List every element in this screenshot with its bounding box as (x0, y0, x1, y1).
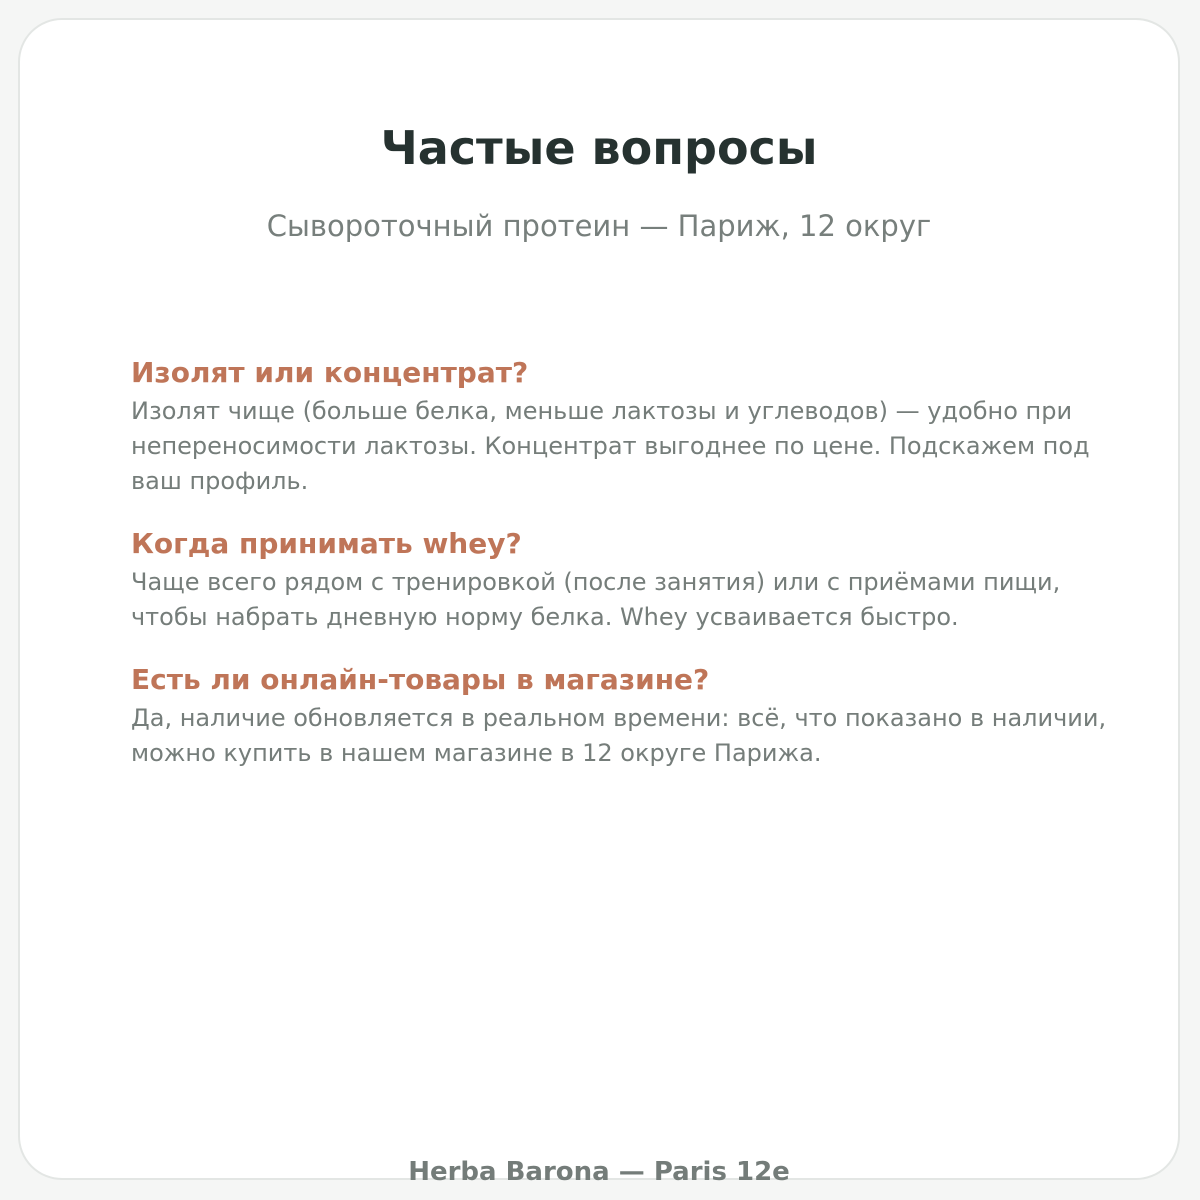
faq-list (131, 352, 1111, 795)
faq-item-isolate (131, 352, 1111, 499)
faq-answer: Чаще всего рядом с тренировкой (после занятия) или с приёмами пищи, чтобы набрать дневную норму белка. Whey усваивается быстро. (131, 568, 1061, 631)
faq-item-online-stock (131, 659, 1111, 771)
page-subtitle: Сывороточный протеин — Париж, 12 округ (266, 209, 932, 243)
faq-item-when-to-take (131, 523, 1111, 635)
faq-answer: Изолят чище (больше белка, меньше лактозы и углеводов) — удобно при непереносимости лактозы. Концентрат выгоднее по цене. Подскажем под ваш профиль. (131, 397, 1090, 495)
page-title: Частые вопросы (380, 121, 818, 175)
faq-answer: Да, наличие обновляется в реальном времени: всё, что показано в наличии, можно купить в нашем магазине в 12 округе Парижа. (131, 704, 1107, 767)
faq-question: Есть ли онлайн-товары в магазине? (131, 663, 710, 696)
faq-question: Изолят или концентрат? (131, 356, 529, 389)
faq-question: Когда принимать whey? (131, 527, 522, 560)
faq-card (18, 18, 1180, 1187)
footer-brand: Herba Barona — Paris 12e (408, 1157, 790, 1187)
